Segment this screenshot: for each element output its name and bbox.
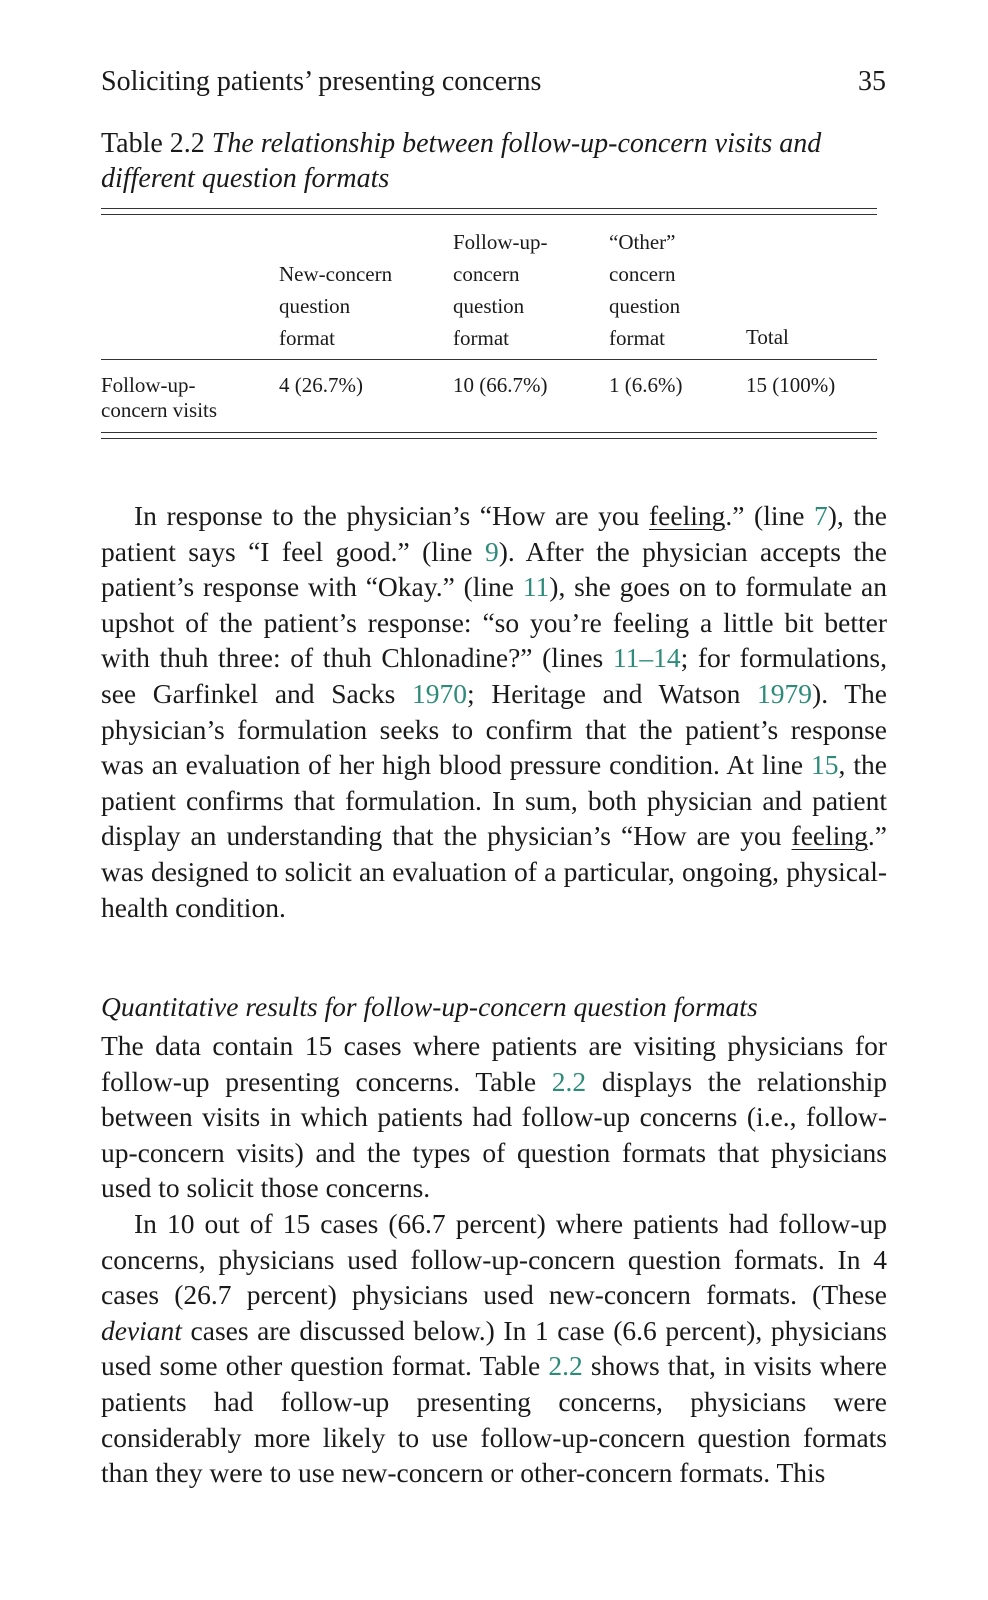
text-run: In response to the physician’s “How are you [134, 500, 650, 531]
running-head: Soliciting patients’ presenting concerns [101, 66, 542, 97]
table-reference-link[interactable]: 2.2 [551, 1065, 587, 1097]
paragraph-analysis [101, 498, 887, 925]
table-caption [101, 126, 881, 196]
table-cell-other-concern: 1 (6.6%) [609, 373, 683, 397]
line-reference-link[interactable]: 7 [814, 500, 828, 531]
table-caption-title: The relationship between follow-up-concern visits and different question formats [101, 128, 822, 194]
page-number: 35 [858, 66, 886, 97]
underlined-word: feeling [649, 500, 726, 531]
paragraph-results [101, 1028, 887, 1491]
column-header-total: Total [746, 325, 789, 349]
line-reference-link[interactable]: 11–14 [612, 642, 681, 674]
text-run: , the patient confirms that formulation. In sum, both physician and patient display an understanding that the physician’s “How are you [101, 749, 887, 852]
table-row-label: Follow-up- concern visits [101, 373, 218, 422]
table-cell-follow-up-concern: 10 (66.7%) [453, 373, 548, 397]
column-header-new-concern: New-concern question format [279, 262, 393, 350]
underlined-word: feeling [791, 820, 868, 852]
table-header-rule [101, 359, 877, 360]
text-run: ). After the physician accepts the patient’s response with “Okay.” (line [101, 535, 887, 603]
citation-link[interactable]: 1970 [412, 677, 468, 709]
line-reference-link[interactable]: 15 [811, 749, 839, 781]
table-bottom-rule [101, 438, 877, 439]
line-reference-link[interactable]: 11 [522, 571, 550, 603]
text-run: cases are discussed below.) In 1 case (6.6 percent), physicians used some other question format. Table [101, 1314, 887, 1382]
text-run: .” (line [725, 500, 815, 531]
citation-link[interactable]: 1979 [757, 677, 813, 709]
table-cell-total: 15 (100%) [746, 373, 836, 397]
column-header-other-concern: “Other” concern question format [609, 230, 681, 350]
text-run: ), she goes on to formulate an upshot of the patient’s response: “so you’re feeling a little bit better with thuh three: of thuh Chlonadine?” (lines [101, 571, 888, 674]
table-reference-link[interactable]: 2.2 [548, 1350, 583, 1382]
table-top-rule [101, 208, 877, 209]
text-run: shows that, in visits where patients had follow-up presenting concerns, physicians were considerably more likely to use follow-up-concern question formats than they were to use new-concern or other-concern formats. This [101, 1350, 887, 1489]
text-run: ; for formulations, see Garfinkel and Sacks [101, 642, 887, 709]
text-run: ), the patient says “I feel good.” (line [101, 500, 887, 567]
text-run: In 10 out of 15 cases (66.7 percent) where patients had follow-up concerns, physicians used follow-up-concern question formats. In 4 cases (26.7 percent) physicians used new-concern formats. (These [101, 1207, 887, 1311]
line-reference-link[interactable]: 9 [484, 535, 499, 567]
italic-word: deviant [101, 1314, 182, 1346]
text-run: displays the relationship between visits in which patients had follow-up concerns (i.e., follow-up-concern visits) and the types of question formats that physicians used to solicit those concerns. [101, 1065, 887, 1204]
text-run: ). The physician’s formulation seeks to confirm that the patient’s response was an evaluation of her high blood pressure condition. At line [101, 677, 887, 781]
column-header-follow-up-concern: Follow-up- concern question format [453, 230, 548, 350]
text-run: ; Heritage and Watson [467, 677, 758, 709]
text-run: .” was designed to solicit an evaluation of a particular, ongoing, physical-health condition. [101, 820, 887, 923]
table-top-rule-inner [101, 214, 877, 215]
table-bottom-rule-inner [101, 432, 877, 433]
table-cell-new-concern: 4 (26.7%) [279, 373, 363, 397]
text-run: The data contain 15 cases where patients are visiting physicians for follow-up presenting concerns. Table [101, 1030, 887, 1097]
section-heading: Quantitative results for follow-up-concern question formats [101, 991, 758, 1022]
table-caption-label: Table 2.2 [101, 128, 205, 159]
